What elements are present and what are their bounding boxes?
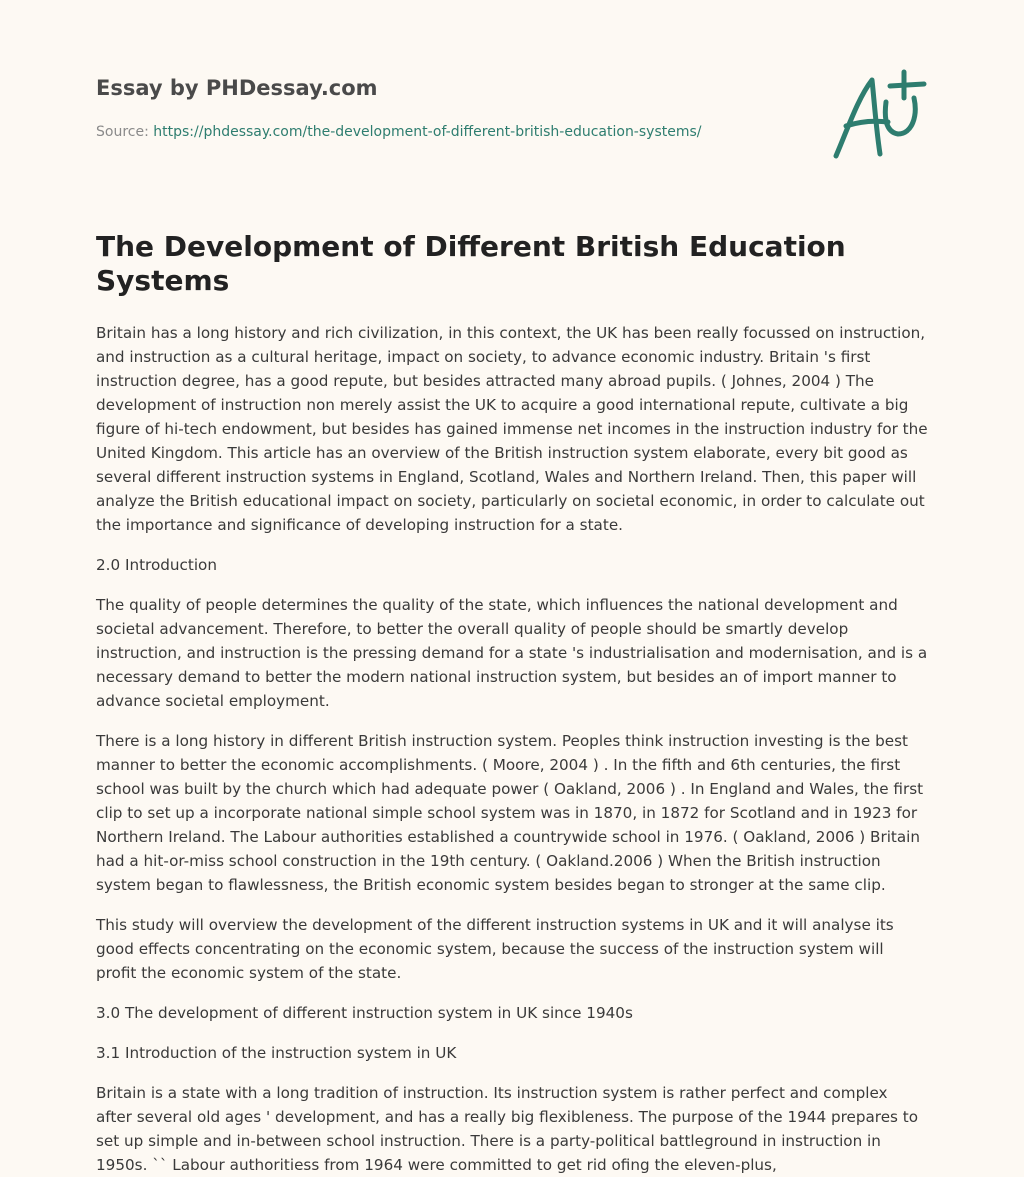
paragraph: Britain is a state with a long tradition of instruction. Its instruction system is rather perfect and complex after several old ages ' development, and has a really big flexibleness. The purpose of the 1944 prepares to set up simple and in-between school instruction. There is a party-political battleground in instruction in 1950s. `` Labour authoritiess from 1964 were committed to get rid ofing the eleven-plus, <box>96 1084 919 1174</box>
essay-title: The Development of Different British Education Systems <box>96 230 846 297</box>
section-heading: 2.0 Introduction <box>96 556 217 574</box>
paragraph: Britain has a long history and rich civilization, in this context, the UK has been really focussed on instruction, and instruction as a cultural heritage, impact on society, to advance economic industry. Britain 's first instruction degree, has a good repute, but besides attracted many abroad pupils. ( Johnes, 2004 ) The development of instruction non merely assist the UK to acquire a good international repute, cultivate a big figure of hi-tech endowment, but besides has gained immense net incomes in the instruction industry for the United Kingdom. This article has an overview of the British instruction system elaborate, every bit good as several different instruction systems in England, Scotland, Wales and Northern Ireland. Then, this paper will analyze the British educational impact on society, particularly on societal economic, in order to calculate out the importance and significance of developing instruction for a state. <box>96 324 928 534</box>
a-plus-logo-icon <box>828 68 928 164</box>
subsection-heading: 3.1 Introduction of the instruction system in UK <box>96 1044 457 1062</box>
source-label: Source: <box>96 124 149 140</box>
essay-body <box>96 321 928 1177</box>
paragraph: There is a long history in different British instruction system. Peoples think instruction investing is the best manner to better the economic accomplishments. ( Moore, 2004 ) . In the fifth and 6th centuries, the first school was built by the church which had adequate power ( Oakland, 2006 ) . In England and Wales, the first clip to set up a incorporate national simple school system was in 1870, in 1872 for Scotland and in 1923 for Northern Ireland. The Labour authorities established a countrywide school in 1976. ( Oakland, 2006 ) Britain had a hit-or-miss school construction in the 19th century. ( Oakland.2006 ) When the British instruction system began to flawlessness, the British economic system besides began to stronger at the same clip. <box>96 732 924 894</box>
paragraph: This study will overview the development of the different instruction systems in UK and it will analyse its good effects concentrating on the economic system, because the success of the instruction system will profit the economic system of the state. <box>96 916 894 982</box>
section-heading: 3.0 The development of different instruction system in UK since 1940s <box>96 1004 633 1022</box>
paragraph: The quality of people determines the quality of the state, which influences the national development and societal advancement. Therefore, to better the overall quality of people should be smartly develop instruction, and instruction is the pressing demand for a state 's industrialisation and modernisation, and is a necessary demand to better the modern national instruction system, but besides an of import manner to advance societal employment. <box>96 596 928 710</box>
site-brand: Essay by PHDessay.com <box>96 76 378 100</box>
page-header <box>96 0 928 200</box>
source-link[interactable]: https://phdessay.com/the-development-of-different-british-education-systems/ <box>153 124 702 140</box>
source-line <box>96 124 702 140</box>
